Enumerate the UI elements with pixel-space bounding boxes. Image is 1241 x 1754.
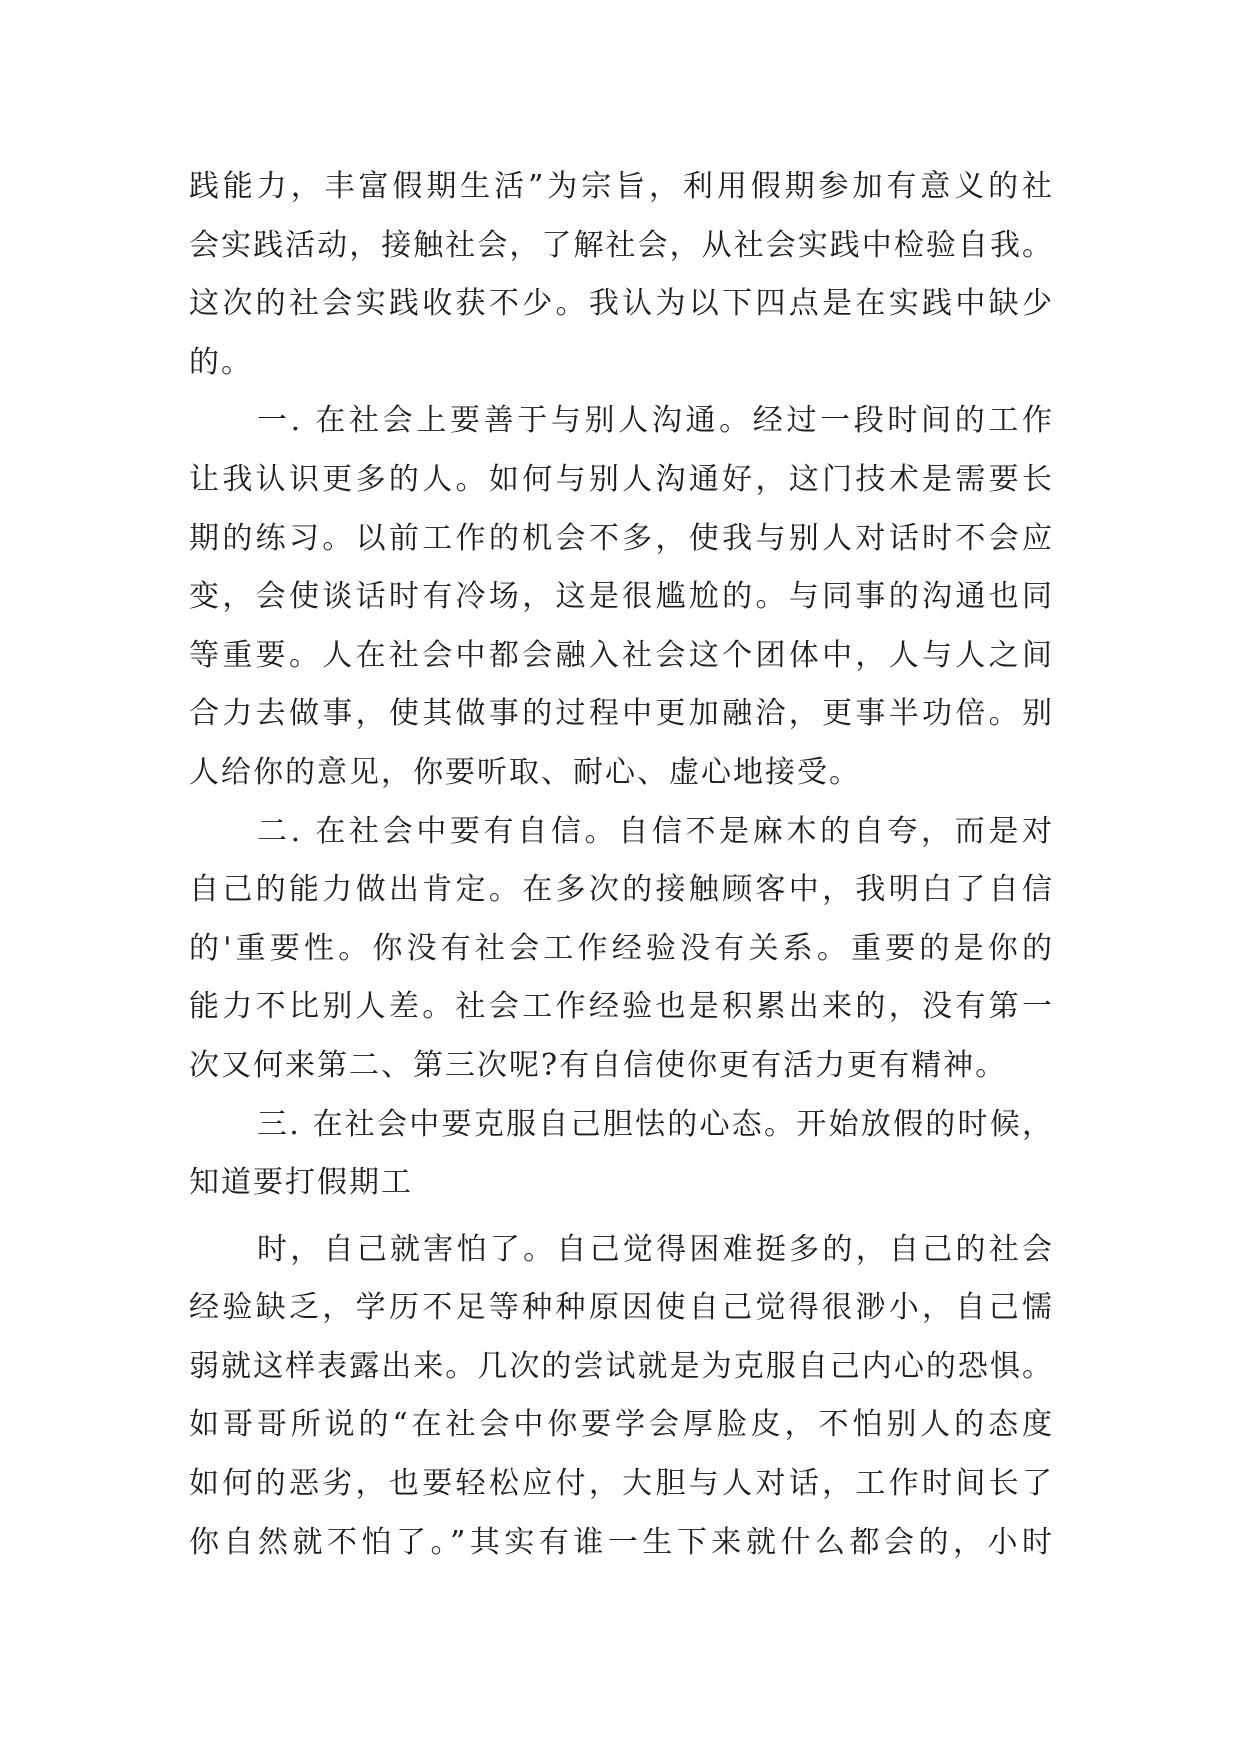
section-heading-2: 二. 在社会中要有自信。自信不是麻木的自夸，而是对 bbox=[257, 813, 1054, 849]
text-line: 合力去做事，使其做事的过程中更加融洽，更事半功倍。别 bbox=[189, 696, 1054, 732]
text-line: 等重要。人在社会中都会融入社会这个团体中，人与人之间 bbox=[189, 637, 1054, 673]
text-line: 会实践活动，接触社会，了解社会，从社会实践中检验自我。 bbox=[189, 227, 1054, 263]
section-heading-3: 三. 在社会中要克服自己胆怯的心态。开始放假的时候， bbox=[257, 1106, 1054, 1142]
section-heading-1: 一. 在社会上要善于与别人沟通。经过一段时间的工作 bbox=[257, 403, 1054, 439]
text-line: 期的练习。以前工作的机会不多，使我与别人对话时不会应 bbox=[189, 520, 1054, 556]
text-line: 变，会使谈话时有冷场，这是很尴尬的。与同事的沟通也同 bbox=[189, 579, 1054, 615]
text-line: 能力不比别人差。社会工作经验也是积累出来的，没有第一 bbox=[189, 989, 1054, 1025]
text-line: 践能力，丰富假期生活”为宗旨，利用假期参加有意义的社 bbox=[189, 169, 1054, 204]
text-line: 如哥哥所说的“在社会中你要学会厚脸皮，不怕别人的态度 bbox=[189, 1407, 1054, 1443]
text-line: 让我认识更多的人。如何与别人沟通好，这门技术是需要长 bbox=[189, 461, 1054, 497]
text-line: 知道要打假期工 bbox=[189, 1165, 413, 1201]
text-line: 的。 bbox=[189, 344, 253, 380]
text-line: 弱就这样表露出来。几次的尝试就是为克服自己内心的恐惧。 bbox=[189, 1348, 1054, 1384]
text-line: 自己的能力做出肯定。在多次的接触顾客中，我明白了自信 bbox=[189, 872, 1054, 908]
text-line: 的'重要性。你没有社会工作经验没有关系。重要的是你的 bbox=[189, 930, 1054, 966]
text-line: 时，自己就害怕了。自己觉得困难挺多的，自己的社会 bbox=[257, 1231, 1054, 1267]
text-line: 次又何来第二、第三次呢?有自信使你更有活力更有精神。 bbox=[189, 1047, 1008, 1083]
text-line: 这次的社会实践收获不少。我认为以下四点是在实践中缺少 bbox=[189, 286, 1054, 322]
text-line: 你自然就不怕了。”其实有谁一生下来就什么都会的，小时 bbox=[189, 1524, 1054, 1560]
text-line: 人给你的意见，你要听取、耐心、虚心地接受。 bbox=[189, 754, 861, 790]
body-text bbox=[189, 158, 1054, 1572]
text-line: 经验缺乏，学历不足等种种原因使自己觉得很渺小，自己懦 bbox=[189, 1290, 1054, 1326]
text-line: 如何的恶劣，也要轻松应付，大胆与人对话，工作时间长了 bbox=[189, 1466, 1054, 1502]
